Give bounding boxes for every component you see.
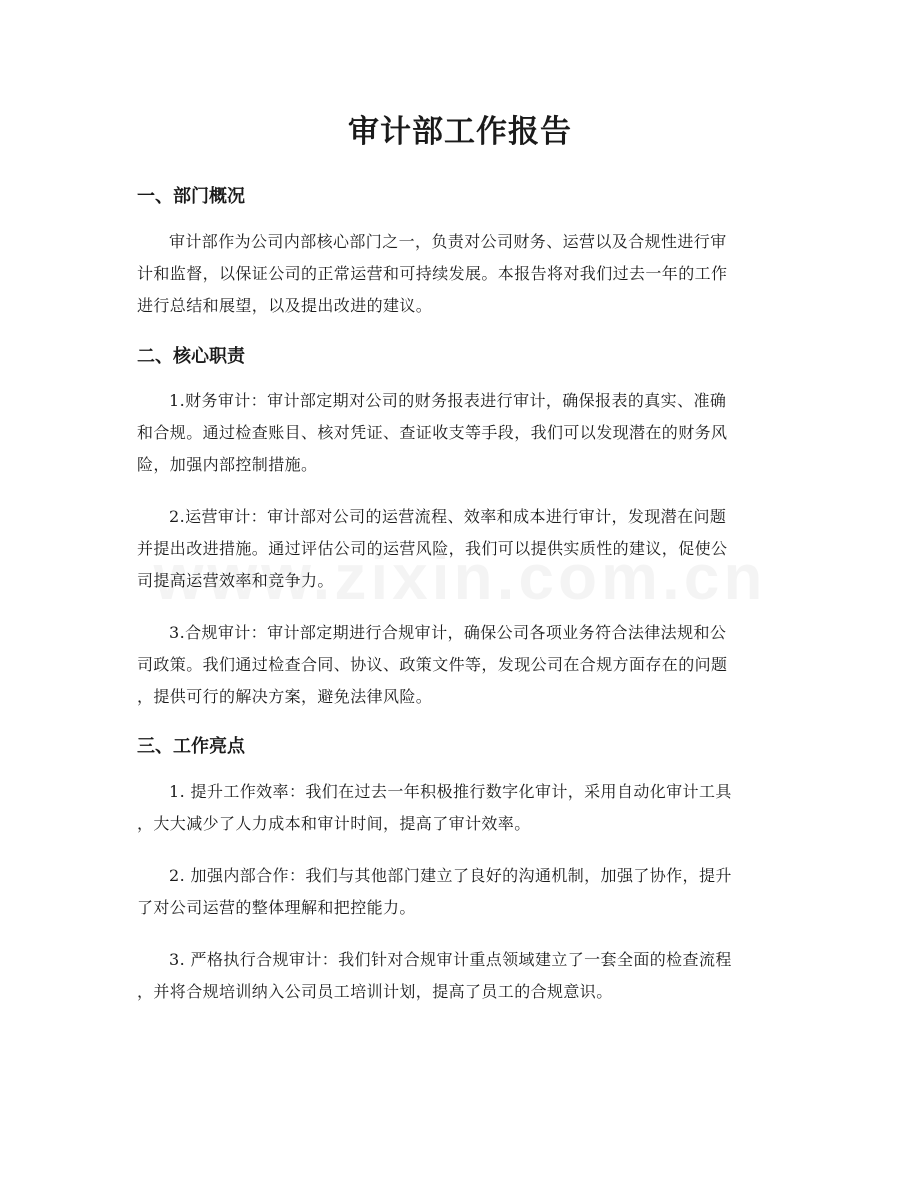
paragraph-highlight-compliance: 3. 严格执行合规审计：我们针对合规审计重点领域建立了一套全面的检查流程 ，并将合规培训纳入公司员工培训计划，提高了员工的合规意识。 (137, 950, 732, 1001)
document-title: 审计部工作报告 (348, 114, 572, 150)
paragraph-compliance-audit: 3.合规审计：审计部定期进行合规审计，确保公司各项业务符合法律法规和公 司政策。我们通过检查合同、协议、政策文件等，发现公司在合规方面存在的问题 ，提供可行的解决方案，避免法律风险。 (137, 623, 728, 706)
paragraph-highlight-efficiency: 1. 提升工作效率：我们在过去一年积极推行数字化审计，采用自动化审计工具 ，大大减少了人力成本和审计时间，提高了审计效率。 (137, 782, 732, 833)
section-heading-core-duties: 二、核心职责 (137, 346, 245, 367)
paragraph-highlight-collaboration: 2. 加强内部合作：我们与其他部门建立了良好的沟通机制，加强了协作，提升 了对公司运营的整体理解和把控能力。 (137, 866, 732, 917)
paragraph-operations-audit: 2.运营审计：审计部对公司的运营流程、效率和成本进行审计，发现潜在问题 并提出改进措施。通过评估公司的运营风险，我们可以提供实质性的建议，促使公 司提高运营效率和竞争力。 (137, 507, 728, 590)
section-heading-highlights: 三、工作亮点 (137, 736, 245, 757)
section-heading-overview: 一、部门概况 (137, 186, 245, 207)
paragraph-financial-audit: 1.财务审计：审计部定期对公司的财务报表进行审计，确保报表的真实、准确 和合规。通过检查账目、核对凭证、查证收支等手段，我们可以发现潜在的财务风 险，加强内部控制措施。 (137, 391, 728, 474)
paragraph-overview: 审计部作为公司内部核心部门之一，负责对公司财务、运营以及合规性进行审 计和监督，以保证公司的正常运营和可持续发展。本报告将对我们过去一年的工作 进行总结和展望，以及提出改进的建议。 (137, 232, 728, 315)
